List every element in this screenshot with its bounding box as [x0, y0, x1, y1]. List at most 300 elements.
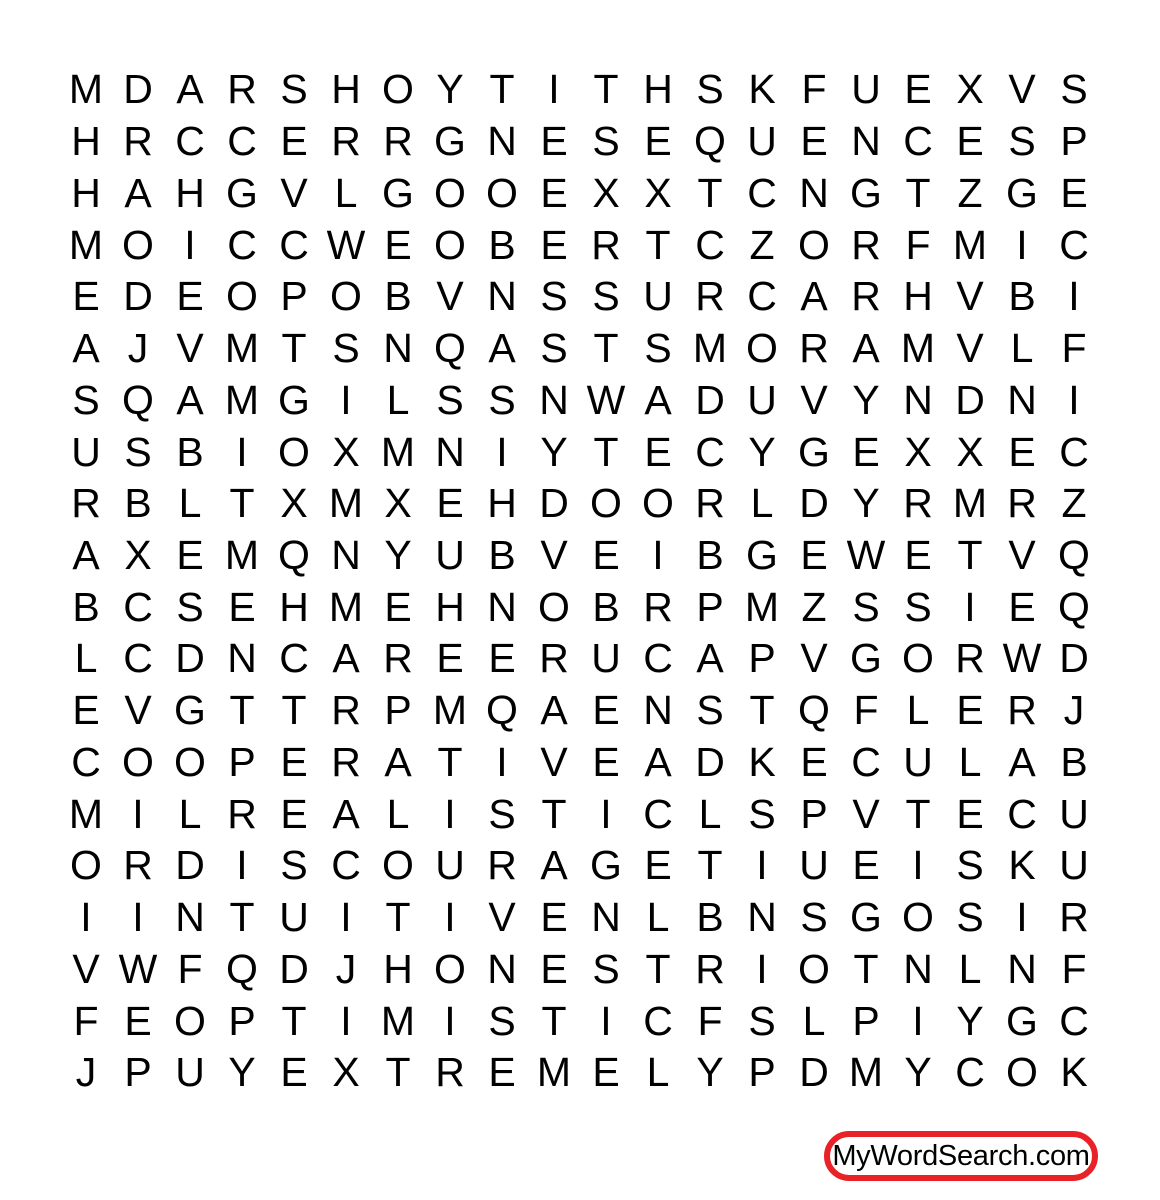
grid-letter[interactable]: Q [226, 945, 258, 992]
grid-letter[interactable]: T [385, 1049, 411, 1096]
grid-letter[interactable]: J [1063, 687, 1085, 734]
grid-letter[interactable]: K [1060, 1049, 1088, 1096]
grid-letter[interactable]: I [756, 945, 768, 992]
grid-letter[interactable]: R [487, 842, 517, 889]
grid-letter[interactable]: S [644, 325, 672, 372]
grid-letter[interactable]: C [227, 118, 257, 165]
grid-letter[interactable]: I [340, 376, 352, 423]
grid-letter[interactable]: E [852, 428, 880, 475]
grid-letter[interactable]: L [958, 738, 982, 785]
grid-letter[interactable]: T [697, 169, 723, 216]
grid-letter[interactable]: E [436, 635, 464, 682]
grid-letter[interactable]: N [227, 635, 257, 682]
grid-letter[interactable]: O [538, 583, 570, 630]
grid-letter[interactable]: O [434, 945, 466, 992]
grid-letter[interactable]: L [178, 790, 202, 837]
grid-letter[interactable]: C [903, 118, 933, 165]
grid-letter[interactable]: C [851, 738, 881, 785]
grid-letter[interactable]: N [903, 945, 933, 992]
grid-letter[interactable]: M [432, 687, 468, 734]
grid-letter[interactable]: E [800, 531, 828, 578]
grid-letter[interactable]: C [123, 635, 153, 682]
grid-letter[interactable]: H [71, 169, 101, 216]
grid-letter[interactable]: Y [696, 1049, 724, 1096]
grid-letter[interactable]: P [800, 790, 828, 837]
grid-letter[interactable]: Z [957, 169, 983, 216]
grid-letter[interactable]: S [540, 325, 568, 372]
grid-letter[interactable]: Y [540, 428, 568, 475]
grid-letter[interactable]: C [123, 583, 153, 630]
grid-letter[interactable]: A [1008, 738, 1036, 785]
grid-letter[interactable]: D [1059, 635, 1089, 682]
grid-letter[interactable]: L [334, 169, 358, 216]
grid-letter[interactable]: E [176, 531, 204, 578]
grid-letter[interactable]: O [226, 273, 258, 320]
grid-letter[interactable]: P [228, 997, 256, 1044]
grid-letter[interactable]: N [903, 376, 933, 423]
grid-letter[interactable]: Z [749, 221, 775, 268]
grid-letter[interactable]: E [488, 635, 516, 682]
grid-letter[interactable]: M [328, 480, 364, 527]
grid-letter[interactable]: R [435, 1049, 465, 1096]
grid-letter[interactable]: O [798, 945, 830, 992]
grid-letter[interactable]: C [643, 997, 673, 1044]
grid-letter[interactable]: R [123, 842, 153, 889]
grid-letter[interactable]: B [1060, 738, 1088, 785]
grid-letter[interactable]: S [124, 428, 152, 475]
grid-letter[interactable]: C [747, 273, 777, 320]
grid-letter[interactable]: E [1008, 428, 1036, 475]
grid-letter[interactable]: E [436, 480, 464, 527]
grid-letter[interactable]: H [487, 480, 517, 527]
grid-letter[interactable]: D [175, 635, 205, 682]
grid-letter[interactable]: K [748, 738, 776, 785]
grid-letter[interactable]: S [332, 325, 360, 372]
grid-letter[interactable]: S [1008, 118, 1036, 165]
grid-letter[interactable]: I [236, 842, 248, 889]
grid-letter[interactable]: D [799, 480, 829, 527]
grid-letter[interactable]: U [903, 738, 933, 785]
grid-letter[interactable]: U [851, 66, 881, 113]
grid-letter[interactable]: E [540, 169, 568, 216]
grid-letter[interactable]: N [487, 273, 517, 320]
grid-letter[interactable]: U [71, 428, 101, 475]
grid-letter[interactable]: I [1016, 221, 1028, 268]
grid-letter[interactable]: F [73, 997, 99, 1044]
grid-letter[interactable]: N [747, 894, 777, 941]
grid-letter[interactable]: E [852, 842, 880, 889]
grid-letter[interactable]: W [326, 221, 366, 268]
grid-letter[interactable]: E [228, 583, 256, 630]
grid-letter[interactable]: O [382, 842, 414, 889]
grid-letter[interactable]: Q [1058, 531, 1090, 578]
grid-letter[interactable]: T [697, 842, 723, 889]
grid-letter[interactable]: C [1059, 428, 1089, 475]
grid-letter[interactable]: T [281, 997, 307, 1044]
grid-letter[interactable]: S [696, 687, 724, 734]
grid-letter[interactable]: N [539, 376, 569, 423]
grid-letter[interactable]: P [124, 1049, 152, 1096]
grid-letter[interactable]: E [540, 221, 568, 268]
grid-letter[interactable]: R [851, 273, 881, 320]
grid-letter[interactable]: J [335, 945, 357, 992]
grid-letter[interactable]: R [1059, 894, 1089, 941]
grid-letter[interactable]: S [956, 842, 984, 889]
grid-letter[interactable]: A [384, 738, 412, 785]
grid-letter[interactable]: B [696, 894, 724, 941]
grid-letter[interactable]: I [184, 221, 196, 268]
grid-letter[interactable]: X [592, 169, 620, 216]
grid-letter[interactable]: I [912, 842, 924, 889]
grid-letter[interactable]: M [900, 325, 936, 372]
grid-letter[interactable]: E [592, 1049, 620, 1096]
grid-letter[interactable]: I [132, 790, 144, 837]
grid-letter[interactable]: L [646, 1049, 670, 1096]
grid-letter[interactable]: H [643, 66, 673, 113]
grid-letter[interactable]: U [643, 273, 673, 320]
grid-letter[interactable]: S [592, 273, 620, 320]
grid-letter[interactable]: C [331, 842, 361, 889]
grid-letter[interactable]: R [1007, 480, 1037, 527]
grid-letter[interactable]: E [488, 1049, 516, 1096]
grid-letter[interactable]: N [331, 531, 361, 578]
grid-letter[interactable]: O [902, 894, 934, 941]
grid-letter[interactable]: G [1006, 169, 1038, 216]
grid-letter[interactable]: A [800, 273, 828, 320]
grid-letter[interactable]: C [1059, 997, 1089, 1044]
grid-letter[interactable]: L [178, 480, 202, 527]
grid-letter[interactable]: L [1010, 325, 1034, 372]
grid-letter[interactable]: M [68, 790, 104, 837]
grid-letter[interactable]: B [1008, 273, 1036, 320]
grid-letter[interactable]: G [1006, 997, 1038, 1044]
grid-letter[interactable]: Q [434, 325, 466, 372]
grid-letter[interactable]: R [591, 221, 621, 268]
grid-letter[interactable]: E [904, 531, 932, 578]
grid-letter[interactable]: M [328, 583, 364, 630]
grid-letter[interactable]: L [646, 894, 670, 941]
grid-letter[interactable]: M [380, 428, 416, 475]
grid-letter[interactable]: M [68, 221, 104, 268]
grid-letter[interactable]: N [487, 583, 517, 630]
grid-letter[interactable]: V [800, 376, 828, 423]
grid-letter[interactable]: H [175, 169, 205, 216]
grid-letter[interactable]: Z [1061, 480, 1087, 527]
grid-letter[interactable]: R [695, 945, 725, 992]
grid-letter[interactable]: P [1060, 118, 1088, 165]
grid-letter[interactable]: E [540, 894, 568, 941]
grid-letter[interactable]: E [800, 118, 828, 165]
grid-letter[interactable]: A [72, 531, 100, 578]
grid-letter[interactable]: H [71, 118, 101, 165]
site-logo[interactable] [824, 1131, 1098, 1181]
grid-letter[interactable]: X [332, 1049, 360, 1096]
grid-letter[interactable]: T [905, 790, 931, 837]
grid-letter[interactable]: O [798, 221, 830, 268]
grid-letter[interactable]: L [386, 790, 410, 837]
grid-letter[interactable]: L [958, 945, 982, 992]
grid-letter[interactable]: C [1007, 790, 1037, 837]
grid-letter[interactable]: D [695, 738, 725, 785]
grid-letter[interactable]: G [434, 118, 466, 165]
grid-letter[interactable]: I [964, 583, 976, 630]
grid-letter[interactable]: A [124, 169, 152, 216]
grid-letter[interactable]: T [229, 687, 255, 734]
grid-letter[interactable]: U [799, 842, 829, 889]
grid-letter[interactable]: O [122, 738, 154, 785]
grid-letter[interactable]: E [280, 738, 308, 785]
grid-letter[interactable]: R [331, 118, 361, 165]
grid-letter[interactable]: O [486, 169, 518, 216]
grid-letter[interactable]: S [540, 273, 568, 320]
grid-letter[interactable]: A [176, 66, 204, 113]
grid-letter[interactable]: T [593, 428, 619, 475]
grid-letter[interactable]: T [593, 66, 619, 113]
grid-letter[interactable]: T [905, 169, 931, 216]
grid-letter[interactable]: R [227, 790, 257, 837]
grid-letter[interactable]: I [548, 66, 560, 113]
grid-letter[interactable]: M [68, 66, 104, 113]
grid-letter[interactable]: H [331, 66, 361, 113]
grid-letter[interactable]: T [593, 325, 619, 372]
grid-letter[interactable]: T [489, 66, 515, 113]
grid-letter[interactable]: U [435, 842, 465, 889]
grid-letter[interactable]: I [444, 997, 456, 1044]
grid-letter[interactable]: X [280, 480, 308, 527]
grid-letter[interactable]: E [280, 1049, 308, 1096]
grid-letter[interactable]: E [72, 273, 100, 320]
grid-letter[interactable]: R [383, 635, 413, 682]
grid-letter[interactable]: C [279, 221, 309, 268]
grid-letter[interactable]: D [695, 376, 725, 423]
grid-letter[interactable]: O [642, 480, 674, 527]
grid-letter[interactable]: O [434, 221, 466, 268]
grid-letter[interactable]: G [746, 531, 778, 578]
grid-letter[interactable]: P [748, 1049, 776, 1096]
grid-letter[interactable]: V [1008, 531, 1036, 578]
grid-letter[interactable]: E [280, 118, 308, 165]
grid-letter[interactable]: F [905, 221, 931, 268]
grid-letter[interactable]: T [645, 945, 671, 992]
grid-letter[interactable]: F [1061, 945, 1087, 992]
grid-letter[interactable]: I [444, 790, 456, 837]
grid-letter[interactable]: B [696, 531, 724, 578]
grid-letter[interactable]: P [696, 583, 724, 630]
grid-letter[interactable]: O [1006, 1049, 1038, 1096]
grid-letter[interactable]: H [435, 583, 465, 630]
grid-letter[interactable]: S [800, 894, 828, 941]
grid-letter[interactable]: R [331, 738, 361, 785]
grid-letter[interactable]: E [800, 738, 828, 785]
grid-letter[interactable]: R [123, 118, 153, 165]
grid-letter[interactable]: C [955, 1049, 985, 1096]
grid-letter[interactable]: M [224, 325, 260, 372]
grid-letter[interactable]: P [852, 997, 880, 1044]
grid-letter[interactable]: C [71, 738, 101, 785]
grid-letter[interactable]: L [750, 480, 774, 527]
grid-letter[interactable]: I [132, 894, 144, 941]
grid-letter[interactable]: U [1059, 842, 1089, 889]
grid-letter[interactable]: Y [436, 66, 464, 113]
grid-letter[interactable]: X [384, 480, 412, 527]
grid-letter[interactable]: F [1061, 325, 1087, 372]
grid-letter[interactable]: K [1008, 842, 1036, 889]
grid-letter[interactable]: M [848, 1049, 884, 1096]
grid-letter[interactable]: I [1068, 376, 1080, 423]
grid-letter[interactable]: L [802, 997, 826, 1044]
grid-letter[interactable]: P [280, 273, 308, 320]
grid-letter[interactable]: C [643, 790, 673, 837]
grid-letter[interactable]: I [912, 997, 924, 1044]
grid-letter[interactable]: Q [694, 118, 726, 165]
grid-letter[interactable]: I [1068, 273, 1080, 320]
grid-letter[interactable]: Y [748, 428, 776, 475]
grid-letter[interactable]: X [644, 169, 672, 216]
grid-letter[interactable]: M [952, 480, 988, 527]
grid-letter[interactable]: A [72, 325, 100, 372]
grid-letter[interactable]: S [280, 842, 308, 889]
grid-letter[interactable]: V [956, 325, 984, 372]
grid-letter[interactable]: V [800, 635, 828, 682]
grid-letter[interactable]: J [127, 325, 149, 372]
grid-letter[interactable]: E [904, 66, 932, 113]
grid-letter[interactable]: I [340, 997, 352, 1044]
grid-letter[interactable]: I [496, 428, 508, 475]
grid-letter[interactable]: Q [122, 376, 154, 423]
grid-letter[interactable]: E [1008, 583, 1036, 630]
grid-letter[interactable]: L [906, 687, 930, 734]
grid-letter[interactable]: D [279, 945, 309, 992]
grid-letter[interactable]: M [744, 583, 780, 630]
grid-letter[interactable]: B [488, 531, 516, 578]
grid-letter[interactable]: T [645, 221, 671, 268]
grid-letter[interactable]: U [1059, 790, 1089, 837]
grid-letter[interactable]: V [956, 273, 984, 320]
grid-letter[interactable]: W [118, 945, 158, 992]
grid-letter[interactable]: E [124, 997, 152, 1044]
grid-letter[interactable]: E [1060, 169, 1088, 216]
grid-letter[interactable]: H [903, 273, 933, 320]
grid-letter[interactable]: R [955, 635, 985, 682]
grid-letter[interactable]: M [224, 376, 260, 423]
grid-letter[interactable]: Q [1058, 583, 1090, 630]
grid-letter[interactable]: L [698, 790, 722, 837]
grid-letter[interactable]: F [697, 997, 723, 1044]
grid-letter[interactable]: B [592, 583, 620, 630]
grid-letter[interactable]: V [1008, 66, 1036, 113]
grid-letter[interactable]: G [850, 169, 882, 216]
grid-letter[interactable]: H [383, 945, 413, 992]
grid-letter[interactable]: O [278, 428, 310, 475]
grid-letter[interactable]: L [386, 376, 410, 423]
grid-letter[interactable]: G [278, 376, 310, 423]
grid-letter[interactable]: I [340, 894, 352, 941]
grid-letter[interactable]: T [281, 687, 307, 734]
grid-letter[interactable]: A [540, 842, 568, 889]
grid-letter[interactable]: M [380, 997, 416, 1044]
grid-letter[interactable]: V [540, 738, 568, 785]
grid-letter[interactable]: T [749, 687, 775, 734]
grid-letter[interactable]: U [435, 531, 465, 578]
grid-letter[interactable]: N [591, 894, 621, 941]
grid-letter[interactable]: O [746, 325, 778, 372]
grid-letter[interactable]: C [643, 635, 673, 682]
grid-letter[interactable]: Z [801, 583, 827, 630]
grid-letter[interactable]: T [437, 738, 463, 785]
grid-letter[interactable]: O [330, 273, 362, 320]
grid-letter[interactable]: O [174, 997, 206, 1044]
grid-letter[interactable]: I [652, 531, 664, 578]
grid-letter[interactable]: E [644, 428, 672, 475]
grid-letter[interactable]: S [1060, 66, 1088, 113]
grid-letter[interactable]: I [600, 997, 612, 1044]
grid-letter[interactable]: E [956, 687, 984, 734]
grid-letter[interactable]: C [695, 428, 725, 475]
grid-letter[interactable]: R [695, 480, 725, 527]
grid-letter[interactable]: V [488, 894, 516, 941]
grid-letter[interactable]: I [600, 790, 612, 837]
grid-letter[interactable]: E [540, 118, 568, 165]
grid-letter[interactable]: S [956, 894, 984, 941]
grid-letter[interactable]: O [902, 635, 934, 682]
grid-letter[interactable]: A [540, 687, 568, 734]
grid-letter[interactable]: E [592, 738, 620, 785]
grid-letter[interactable]: O [70, 842, 102, 889]
grid-letter[interactable]: Y [384, 531, 412, 578]
grid-letter[interactable]: E [280, 790, 308, 837]
grid-letter[interactable]: W [846, 531, 886, 578]
grid-letter[interactable]: V [72, 945, 100, 992]
grid-letter[interactable]: E [384, 583, 412, 630]
grid-letter[interactable]: T [229, 480, 255, 527]
grid-letter[interactable]: N [435, 428, 465, 475]
grid-letter[interactable]: S [696, 66, 724, 113]
grid-letter[interactable]: E [592, 687, 620, 734]
grid-letter[interactable]: V [280, 169, 308, 216]
grid-letter[interactable]: R [799, 325, 829, 372]
grid-letter[interactable]: E [384, 221, 412, 268]
grid-letter[interactable]: V [176, 325, 204, 372]
grid-letter[interactable]: I [80, 894, 92, 941]
grid-letter[interactable]: M [224, 531, 260, 578]
grid-letter[interactable]: E [956, 790, 984, 837]
grid-letter[interactable]: V [436, 273, 464, 320]
grid-letter[interactable]: F [853, 687, 879, 734]
grid-letter[interactable]: V [124, 687, 152, 734]
grid-letter[interactable]: D [175, 842, 205, 889]
grid-letter[interactable]: T [385, 894, 411, 941]
grid-letter[interactable]: K [748, 66, 776, 113]
grid-letter[interactable]: U [279, 894, 309, 941]
grid-letter[interactable]: A [696, 635, 724, 682]
grid-letter[interactable]: D [123, 66, 153, 113]
grid-letter[interactable]: D [123, 273, 153, 320]
grid-letter[interactable]: O [434, 169, 466, 216]
grid-letter[interactable]: I [444, 894, 456, 941]
grid-letter[interactable]: B [72, 583, 100, 630]
grid-letter[interactable]: M [536, 1049, 572, 1096]
grid-letter[interactable]: U [747, 118, 777, 165]
grid-letter[interactable]: A [852, 325, 880, 372]
grid-letter[interactable]: A [332, 635, 360, 682]
grid-letter[interactable]: R [331, 687, 361, 734]
grid-letter[interactable]: E [956, 118, 984, 165]
grid-letter[interactable]: C [175, 118, 205, 165]
grid-letter[interactable]: P [228, 738, 256, 785]
grid-letter[interactable]: O [590, 480, 622, 527]
grid-letter[interactable]: E [592, 531, 620, 578]
grid-letter[interactable]: O [174, 738, 206, 785]
